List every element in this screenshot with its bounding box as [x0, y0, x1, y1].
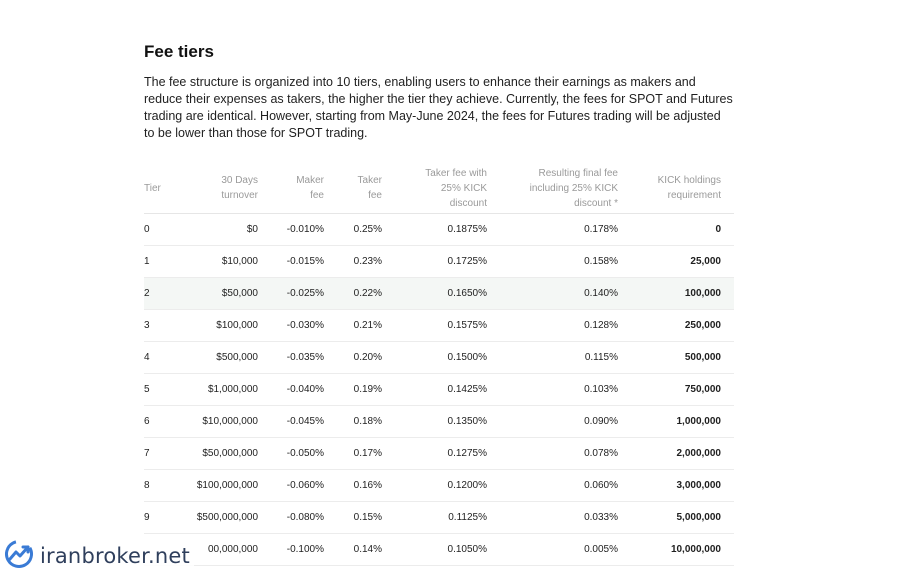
cell-kick-holdings: 0: [618, 214, 734, 246]
cell-taker-fee: 0.23%: [324, 246, 382, 278]
cell-final-fee: 0.078%: [487, 438, 618, 470]
trend-arrow-logo-icon: [4, 539, 34, 574]
cell-taker-fee: 0.22%: [324, 278, 382, 310]
cell-kick-holdings: 1,000,000: [618, 406, 734, 438]
cell-taker-fee: 0.14%: [324, 534, 382, 566]
cell-turnover: $500,000: [184, 342, 258, 374]
cell-kick-holdings: 500,000: [618, 342, 734, 374]
intro-paragraph: The fee structure is organized into 10 tiers, enabling users to enhance their earnings as makers and reduce their expenses as takers, the higher the tier they achieve. Currently, the fees for SPOT and Futures trading are identical. However, starting from May-June 2024, the fees for Futures trading will be adjusted to be lower than those for SPOT trading.: [144, 75, 733, 140]
table-row: [144, 534, 734, 566]
cell-final-fee: 0.060%: [487, 470, 618, 502]
cell-taker-fee-kick: 0.1500%: [382, 342, 487, 374]
cell-tier: 7: [144, 438, 184, 470]
cell-turnover: $500,000,000: [184, 502, 258, 534]
cell-taker-fee-kick: 0.1575%: [382, 310, 487, 342]
cell-taker-fee-kick: 0.1650%: [382, 278, 487, 310]
header-kick-holdings: KICK holdings requirement: [618, 165, 734, 214]
cell-final-fee: 0.178%: [487, 214, 618, 246]
cell-final-fee: 0.103%: [487, 374, 618, 406]
cell-kick-holdings: 250,000: [618, 310, 734, 342]
header-maker-fee: Maker fee: [258, 165, 324, 214]
table-row: [144, 214, 734, 246]
table-row: [144, 246, 734, 278]
cell-turnover: $1,000,000: [184, 374, 258, 406]
cell-taker-fee: 0.25%: [324, 214, 382, 246]
cell-final-fee: 0.158%: [487, 246, 618, 278]
cell-taker-fee-kick: 0.1125%: [382, 502, 487, 534]
cell-maker-fee: -0.040%: [258, 374, 324, 406]
watermark-text: iranbroker.net: [40, 544, 190, 568]
cell-final-fee: 0.033%: [487, 502, 618, 534]
watermark: [4, 539, 194, 573]
cell-taker-fee: 0.16%: [324, 470, 382, 502]
cell-taker-fee: 0.15%: [324, 502, 382, 534]
cell-tier: 4: [144, 342, 184, 374]
cell-final-fee: 0.115%: [487, 342, 618, 374]
cell-tier: 6: [144, 406, 184, 438]
cell-taker-fee-kick: 0.1725%: [382, 246, 487, 278]
cell-maker-fee: -0.050%: [258, 438, 324, 470]
cell-maker-fee: -0.100%: [258, 534, 324, 566]
cell-kick-holdings: 2,000,000: [618, 438, 734, 470]
cell-turnover: $100,000: [184, 310, 258, 342]
cell-final-fee: 0.005%: [487, 534, 618, 566]
cell-turnover: $50,000,000: [184, 438, 258, 470]
cell-taker-fee-kick: 0.1425%: [382, 374, 487, 406]
header-tier: Tier: [144, 165, 184, 214]
cell-tier: 8: [144, 470, 184, 502]
fee-tiers-body: [144, 214, 734, 566]
cell-turnover: $0: [184, 214, 258, 246]
table-row: [144, 278, 734, 310]
fee-tiers-table: [144, 165, 734, 566]
cell-tier: 3: [144, 310, 184, 342]
cell-kick-holdings: 10,000,000: [618, 534, 734, 566]
cell-taker-fee-kick: 0.1050%: [382, 534, 487, 566]
cell-turnover: $10,000: [184, 246, 258, 278]
fee-tiers-section: [144, 42, 744, 142]
cell-final-fee: 0.140%: [487, 278, 618, 310]
cell-tier: 0: [144, 214, 184, 246]
table-row: [144, 342, 734, 374]
table-row: [144, 438, 734, 470]
cell-kick-holdings: 3,000,000: [618, 470, 734, 502]
header-turnover: 30 Days turnover: [184, 165, 258, 214]
cell-maker-fee: -0.045%: [258, 406, 324, 438]
cell-taker-fee: 0.18%: [324, 406, 382, 438]
cell-taker-fee-kick: 0.1875%: [382, 214, 487, 246]
page-title: Fee tiers: [144, 42, 214, 61]
cell-taker-fee: 0.19%: [324, 374, 382, 406]
cell-kick-holdings: 750,000: [618, 374, 734, 406]
cell-kick-holdings: 5,000,000: [618, 502, 734, 534]
cell-tier: 2: [144, 278, 184, 310]
cell-maker-fee: -0.080%: [258, 502, 324, 534]
cell-tier: 9: [144, 502, 184, 534]
table-header-row: [144, 165, 734, 214]
cell-maker-fee: -0.035%: [258, 342, 324, 374]
cell-kick-holdings: 100,000: [618, 278, 734, 310]
cell-taker-fee-kick: 0.1200%: [382, 470, 487, 502]
cell-taker-fee-kick: 0.1350%: [382, 406, 487, 438]
table-row: [144, 406, 734, 438]
table-row: [144, 470, 734, 502]
cell-turnover: 00,000,000: [184, 534, 258, 566]
cell-taker-fee: 0.21%: [324, 310, 382, 342]
cell-tier: 1: [144, 246, 184, 278]
cell-maker-fee: -0.010%: [258, 214, 324, 246]
table-row: [144, 502, 734, 534]
cell-turnover: $100,000,000: [184, 470, 258, 502]
cell-maker-fee: -0.025%: [258, 278, 324, 310]
cell-taker-fee: 0.20%: [324, 342, 382, 374]
cell-taker-fee-kick: 0.1275%: [382, 438, 487, 470]
cell-tier: 5: [144, 374, 184, 406]
cell-maker-fee: -0.015%: [258, 246, 324, 278]
header-final-fee: Resulting final fee including 25% KICK discount *: [487, 165, 618, 214]
cell-maker-fee: -0.030%: [258, 310, 324, 342]
table-row: [144, 374, 734, 406]
header-taker-fee-kick: Taker fee with 25% KICK discount: [382, 165, 487, 214]
cell-kick-holdings: 25,000: [618, 246, 734, 278]
header-taker-fee: Taker fee: [324, 165, 382, 214]
cell-final-fee: 0.128%: [487, 310, 618, 342]
cell-final-fee: 0.090%: [487, 406, 618, 438]
cell-taker-fee: 0.17%: [324, 438, 382, 470]
cell-maker-fee: -0.060%: [258, 470, 324, 502]
table-row: [144, 310, 734, 342]
cell-turnover: $10,000,000: [184, 406, 258, 438]
cell-turnover: $50,000: [184, 278, 258, 310]
